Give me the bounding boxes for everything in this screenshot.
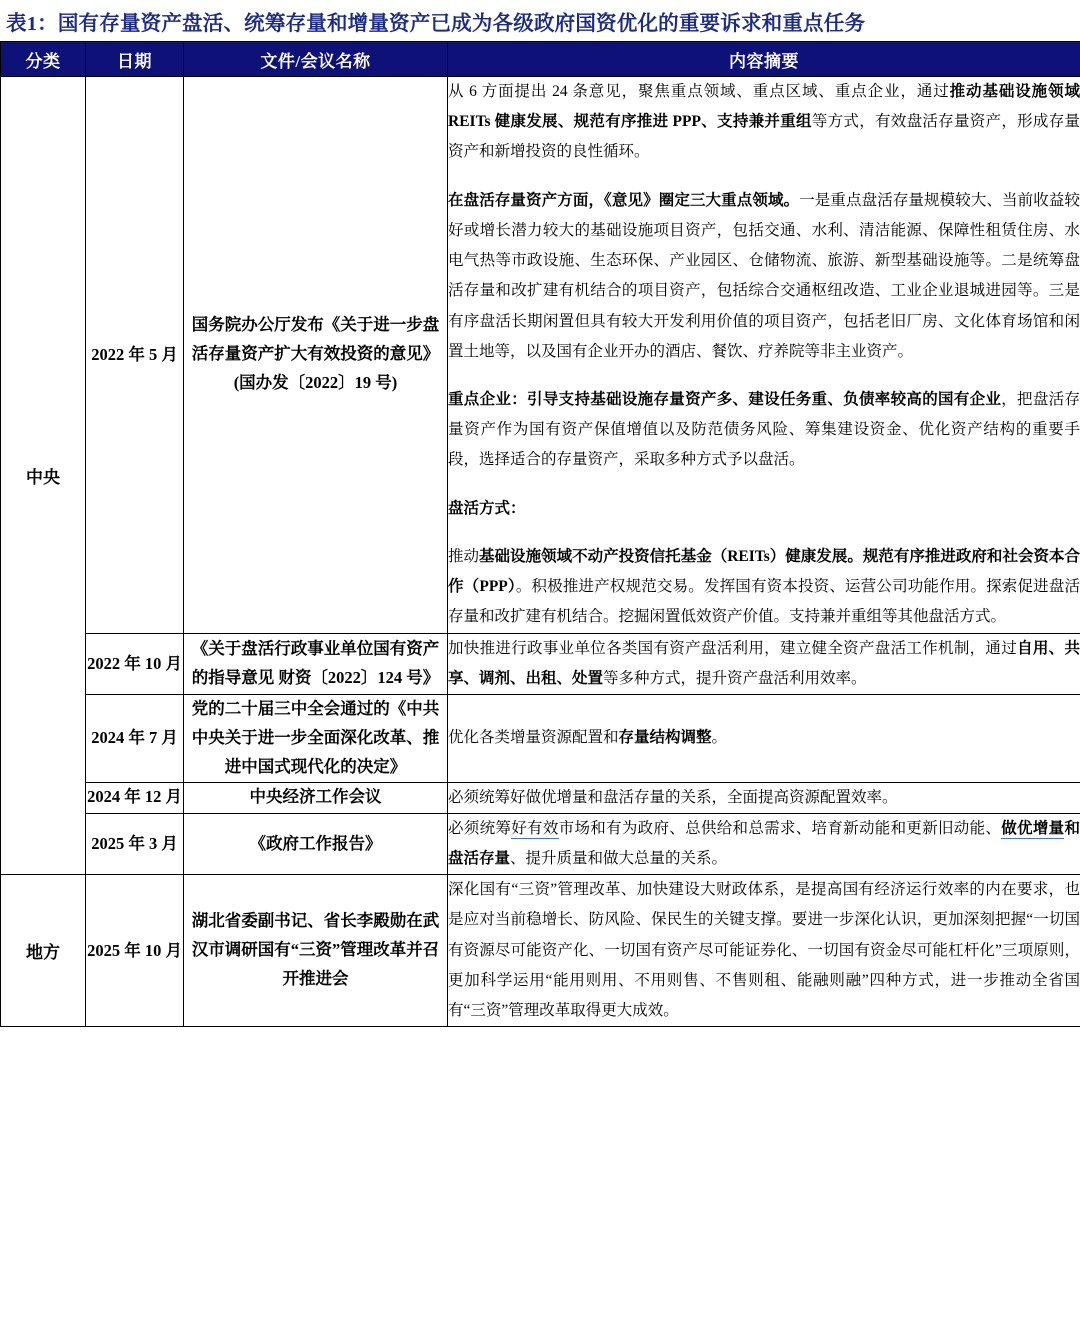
summary-paragraph	[448, 875, 1080, 1026]
table-title-bar	[0, 0, 1080, 41]
cell-date: 2022 年 10 月	[86, 633, 184, 694]
summary-paragraph	[448, 385, 1080, 476]
cell-category: 地方	[1, 875, 86, 1027]
cell-date: 2025 年 3 月	[86, 813, 184, 874]
body-text: 一是重点盘活存量规模较大、当前收益较好或增长潜力较大的基础设施项目资产，包括交通、水利、清洁能源、保障性租赁住房、水电气热等市政设施、生态环保、产业园区、仓储物流、旅游、新型基础设施等。二是统筹盘活存量和改扩建有机结合的项目资产，包括综合交通枢纽改造、工业企业退城进园等。三是有序盘活长期闲置但具有较大开发利用价值的项目资产，包括老旧厂房、文化体育场馆和闲置土地等，以及国有企业开办的酒店、餐饮、疗养院等非主业资产。	[448, 191, 1080, 360]
cell-doc-name: 党的二十届三中全会通过的《中共中央关于进一步全面深化改革、推进中国式现代化的决定》	[184, 694, 448, 782]
body-text: 加快推进行政事业单位各类国有资产盘活利用，建立健全资产盘活工作机制，通过	[448, 639, 1018, 657]
emphasis-text: 和	[1064, 819, 1080, 837]
table-row	[1, 782, 1080, 813]
highlighted-text: 做优增量	[1001, 819, 1065, 837]
cell-summary	[448, 694, 1080, 782]
column-header-date: 日期	[86, 42, 184, 77]
summary-paragraph	[448, 783, 1080, 813]
cell-doc-name: 国务院办公厅发布《关于进一步盘活存量资产扩大有效投资的意见》(国办发〔2022〕19 号)	[184, 77, 448, 634]
body-text: 、提升质量和做大总量的关系。	[510, 850, 728, 867]
column-header-doc-name: 文件/会议名称	[184, 42, 448, 77]
table-row	[1, 875, 1080, 1027]
cell-date: 2025 年 10 月	[86, 875, 184, 1027]
emphasis-text: 基础设施领域不动产投资信托基金（REITs）健康发展。规范有序推进政府和社会资本合作（PPP）	[448, 547, 1080, 596]
cell-summary	[448, 782, 1080, 813]
column-header-category: 分类	[1, 42, 86, 77]
body-text: 。积极推进产权规范交易。发挥国有资本投资、运营公司功能作用。探索促进盘活存量和改扩建有机结合。挖掘闲置低效资产价值。支持兼并重组等其他盘活方式。	[448, 578, 1080, 626]
table-title: 表1：国有存量资产盘活、统筹存量和增量资产已成为各级政府国资优化的重要诉求和重点任务	[6, 12, 866, 35]
cell-category: 中央	[1, 77, 86, 875]
table-row	[1, 813, 1080, 874]
policy-table	[0, 41, 1080, 1027]
cell-summary	[448, 875, 1080, 1027]
summary-paragraph	[448, 542, 1080, 633]
emphasis-text: 自用、共享、调剂、出租、处置	[448, 639, 1080, 687]
cell-summary	[448, 77, 1080, 634]
body-text: 推动	[448, 547, 480, 565]
body-text: 必须统筹好做优增量和盘活存量的关系，全面提高资源配置效率。	[448, 788, 898, 806]
cell-doc-name: 《关于盘活行政事业单位国有资产的指导意见 财资〔2022〕124 号》	[184, 633, 448, 694]
summary-paragraph	[448, 634, 1080, 694]
column-header-summary: 内容摘要	[448, 42, 1080, 77]
cell-doc-name: 湖北省委副书记、省长李殿勋在武汉市调研国有“三资”管理改革并召开推进会	[184, 875, 448, 1027]
body-text: 从 6 方面提出 24 条意见，聚焦重点领域、重点区域、重点企业，通过	[448, 83, 950, 100]
table-row	[1, 633, 1080, 694]
body-text: 优化各类增量资源配置和	[448, 729, 619, 747]
cell-doc-name: 中央经济工作会议	[184, 782, 448, 813]
cell-summary	[448, 633, 1080, 694]
summary-paragraph	[448, 77, 1080, 168]
body-text: 。	[711, 729, 728, 747]
table-row	[1, 694, 1080, 782]
table-row	[1, 77, 1080, 634]
emphasis-text: 盘活存量	[448, 850, 511, 867]
emphasis-text: 盘活方式：	[448, 499, 526, 517]
highlighted-text: 好有效	[511, 819, 559, 837]
summary-paragraph	[448, 186, 1080, 367]
header-row	[1, 42, 1080, 77]
cell-doc-name: 《政府工作报告》	[184, 813, 448, 874]
body-text: 深化国有“三资”管理改革、加快建设大财政体系，是提高国有经济运行效率的内在要求，也是应对当前稳增长、防风险、保民生的关键支撑。要进一步深化认识，更加深刻把握“一切国有资源尽可能资产化、一切国有资产尽可能证券化、一切国有资金尽可能杠杆化”三项原则，更加科学运用“能用则用、不用则售、不售则租、能融则融”四种方式，进一步推动全省国有“三资”管理改革取得更大成效。	[448, 881, 1080, 1020]
table-header	[1, 42, 1080, 77]
summary-paragraph	[448, 723, 1080, 753]
summary-paragraph	[448, 494, 1080, 524]
body-text: 等多种方式，提升资产盘活利用效率。	[603, 669, 867, 687]
body-text: 等方式，有效盘活存量资产，形成存量资产和新增投资的良性循环。	[448, 113, 1080, 161]
body-text: ，把盘活存量资产作为国有资产保值增值以及防范债务风险、筹集建设资金、优化资产结构的重要手段，选择适合的存量资产，采取多种方式予以盘活。	[448, 390, 1080, 469]
cell-summary	[448, 813, 1080, 874]
emphasis-text: 重点企业：引导支持基础设施存量资产多、建设任务重、负债率较高的国有企业	[448, 390, 1002, 408]
cell-date: 2024 年 7 月	[86, 694, 184, 782]
emphasis-text: 存量结构调整	[618, 729, 712, 747]
emphasis-text: 在盘活存量资产方面，《意见》圈定三大重点领域。	[448, 191, 800, 209]
cell-date: 2022 年 5 月	[86, 77, 184, 634]
body-text: 市场和有为政府、总供给和总需求、培育新动能和更新旧动能、	[558, 819, 1002, 837]
summary-paragraph	[448, 814, 1080, 874]
body-text: 必须统筹	[448, 819, 512, 837]
table-body	[1, 77, 1080, 1027]
cell-date: 2024 年 12 月	[86, 782, 184, 813]
emphasis-text: 推动基础设施领域 REITs 健康发展、规范有序推进 PPP、支持兼并重组	[448, 83, 1080, 131]
